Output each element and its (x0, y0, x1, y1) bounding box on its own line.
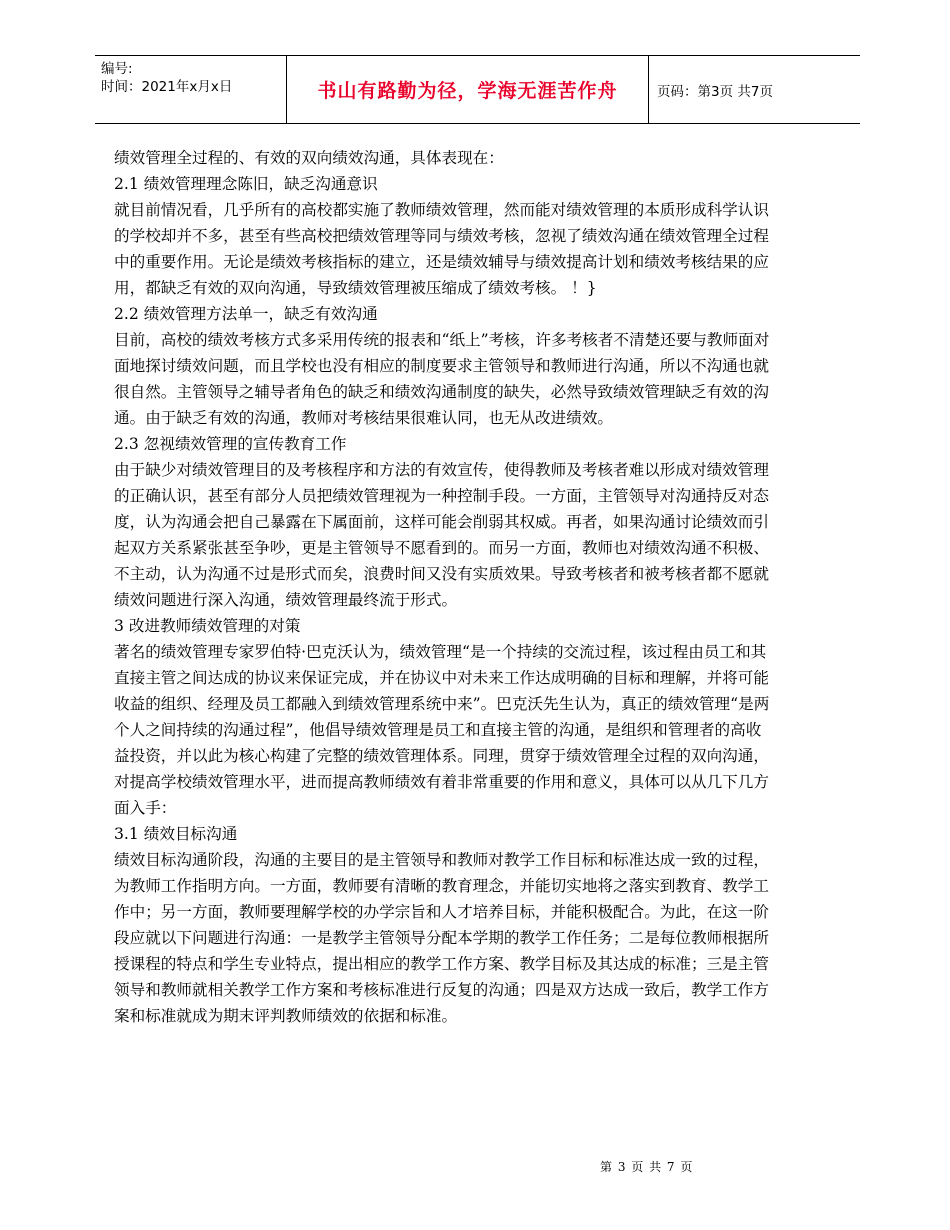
document-number-label: 编号: (101, 61, 133, 77)
header-page-number: 页码：第3页 共7页 (657, 83, 773, 100)
body-paragraph: 绩效目标沟通阶段，沟通的主要目的是主管领导和教师对教学工作目标和标准达成一致的过程，为教师工作指明方向。一方面，教师要有清晰的教育理念，并能切实地将之落实到教育、教学工作中；另一方面，教师要理解学校的办学宗旨和人才培养目标，并能积极配合。为此，在这一阶段应就以下问题进行沟通：一是教学主管领导分配本学期的教学工作任务；二是每位教师根据所授课程的特点和学生专业特点，提出相应的教学工作方案、教学目标及其达成的标准；三是主管领导和教师就相关教学工作方案和考核标准进行反复的沟通；四是双方达成一致后，教学工作方案和标准就成为期末评判教师绩效的依据和标准。 (114, 851, 769, 1025)
page-header (95, 55, 860, 124)
section-heading: 3 改进教师绩效管理的对策 (114, 617, 301, 635)
section-heading: 2.1 绩效管理理念陈旧，缺乏沟通意识 (114, 175, 378, 193)
body-paragraph: 目前，高校的绩效考核方式多采用传统的报表和“纸上”考核，许多考核者不清楚还要与教师面对面地探讨绩效问题，而且学校也没有相应的制度要求主管领导和教师进行沟通，所以不沟通也就很自然。主管领导之辅导者角色的缺乏和绩效沟通制度的缺失，必然导致绩效管理缺乏有效的沟通。由于缺乏有效的沟通，教师对考核结果很难认同，也无从改进绩效。 (114, 331, 770, 427)
body-paragraph: 由于缺少对绩效管理目的及考核程序和方法的有效宣传，使得教师及考核者难以形成对绩效管理的正确认识，甚至有部分人员把绩效管理视为一种控制手段。一方面，主管领导对沟通持反对态度，认为沟通会把自己暴露在下属面前，这样可能会削弱其权威。再者，如果沟通讨论绩效而引起双方关系紧张甚至争吵，更是主管领导不愿看到的。而另一方面，教师也对绩效沟通不积极、不主动，认为沟通不过是形式而矣，浪费时间又没有实质效果。导致考核者和被考核者都不愿就绩效问题进行深入沟通，绩效管理最终流于形式。 (114, 461, 769, 609)
document-time-label: 时间：2021年x月x日 (101, 79, 233, 95)
header-motto: 书山有路勤为径，学海无涯苦作舟 (286, 56, 649, 123)
body-paragraph: 著名的绩效管理专家罗伯特·巴克沃认为，绩效管理“是一个持续的交流过程，该过程由员工和其直接主管之间达成的协议来保证完成，并在协议中对未来工作达成明确的目标和理解，并将可能收益的组织、经理及员工都融入到绩效管理系统中来”。巴克沃先生认为，真正的绩效管理“是两个人之间持续的沟通过程”，他倡导绩效管理是员工和直接主管的沟通，是组织和管理者的高收益投资，并以此为核心构建了完整的绩效管理体系。同理，贯穿于绩效管理全过程的双向沟通，对提高学校绩效管理水平，进而提高教师绩效有着非常重要的作用和意义，具体可以从几下几方面入手： (114, 643, 770, 817)
section-heading: 2.2 绩效管理方法单一，缺乏有效沟通 (114, 305, 378, 323)
header-info (95, 56, 286, 123)
document-body (114, 145, 774, 1029)
body-paragraph: 绩效管理全过程的、有效的双向绩效沟通，具体表现在： (114, 149, 504, 167)
body-paragraph: 就目前情况看，几乎所有的高校都实施了教师绩效管理，然而能对绩效管理的本质形成科学认识的学校却并不多，甚至有些高校把绩效管理等同与绩效考核，忽视了绩效沟通在绩效管理全过程中的重要作用。无论是绩效考核指标的建立，还是绩效辅导与绩效提高计划和绩效考核结果的应用，都缺乏有效的双向沟通，导致绩效管理被压缩成了绩效考核。 ！} (114, 201, 769, 297)
section-heading: 2.3 忽视绩效管理的宣传教育工作 (114, 435, 347, 453)
page-footer: 第 3 页 共 7 页 (600, 1160, 694, 1174)
section-heading: 3.1 绩效目标沟通 (114, 825, 238, 843)
